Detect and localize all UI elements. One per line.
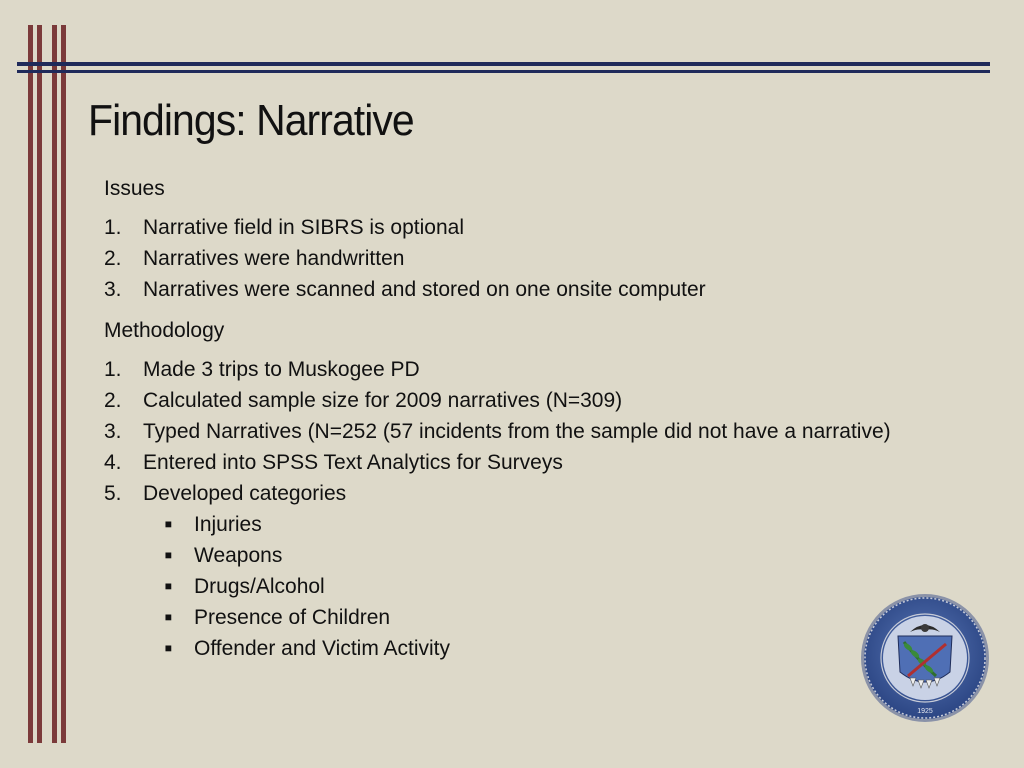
item-text: Offender and Victim Activity — [194, 637, 451, 660]
item-text: Developed categories — [143, 482, 347, 505]
list-item — [104, 447, 984, 478]
item-text: Typed Narratives (N=252 (57 incidents from the sample did not have a narrative) — [143, 420, 891, 443]
list-item — [104, 478, 984, 509]
sub-list-item — [104, 571, 984, 602]
item-number: 5. — [104, 482, 122, 505]
list-item — [104, 212, 984, 243]
issues-heading: Issues — [104, 177, 165, 200]
item-text: Presence of Children — [194, 606, 391, 629]
sub-list-item — [104, 633, 984, 664]
square-bullet-icon: ■ — [164, 579, 172, 593]
item-number: 3. — [104, 278, 122, 301]
item-text: Entered into SPSS Text Analytics for Surveys — [143, 451, 563, 474]
item-text: Calculated sample size for 2009 narratives (N=309) — [143, 389, 623, 412]
sub-list-item — [104, 602, 984, 633]
item-text: Narratives were handwritten — [143, 247, 405, 270]
item-text: Made 3 trips to Muskogee PD — [143, 358, 420, 381]
list-item — [104, 243, 984, 274]
item-text: Narratives were scanned and stored on one onsite computer — [143, 278, 706, 301]
square-bullet-icon: ■ — [164, 548, 172, 562]
item-number: 4. — [104, 451, 122, 474]
list-item — [104, 385, 984, 416]
item-number: 2. — [104, 389, 122, 412]
item-text: Drugs/Alcohol — [194, 575, 325, 598]
agency-seal-icon — [858, 592, 992, 729]
methodology-heading: Methodology — [104, 319, 225, 342]
item-number: 1. — [104, 216, 122, 239]
seal-year: 1925 — [917, 708, 933, 715]
square-bullet-icon: ■ — [164, 517, 172, 531]
horizontal-rule-2 — [17, 70, 990, 73]
item-text: Narrative field in SIBRS is optional — [143, 216, 464, 239]
item-number: 1. — [104, 358, 122, 381]
sub-list-item — [104, 509, 984, 540]
item-text: Injuries — [194, 513, 262, 536]
item-number: 2. — [104, 247, 122, 270]
list-item — [104, 416, 984, 447]
slide-body — [104, 173, 984, 664]
vertical-rule-2 — [37, 25, 42, 743]
slide-title: Findings: Narrative — [88, 96, 414, 145]
item-text: Weapons — [194, 544, 283, 567]
item-number: 3. — [104, 420, 122, 443]
vertical-rule-4 — [61, 25, 66, 743]
vertical-rule-1 — [28, 25, 33, 743]
vertical-rule-3 — [52, 25, 57, 743]
categories-list — [104, 509, 984, 664]
horizontal-rule-1 — [17, 62, 990, 66]
sub-list-item — [104, 540, 984, 571]
square-bullet-icon: ■ — [164, 641, 172, 655]
issues-list — [104, 212, 984, 305]
square-bullet-icon: ■ — [164, 610, 172, 624]
list-item — [104, 354, 984, 385]
list-item — [104, 274, 984, 305]
methodology-list — [104, 354, 984, 509]
